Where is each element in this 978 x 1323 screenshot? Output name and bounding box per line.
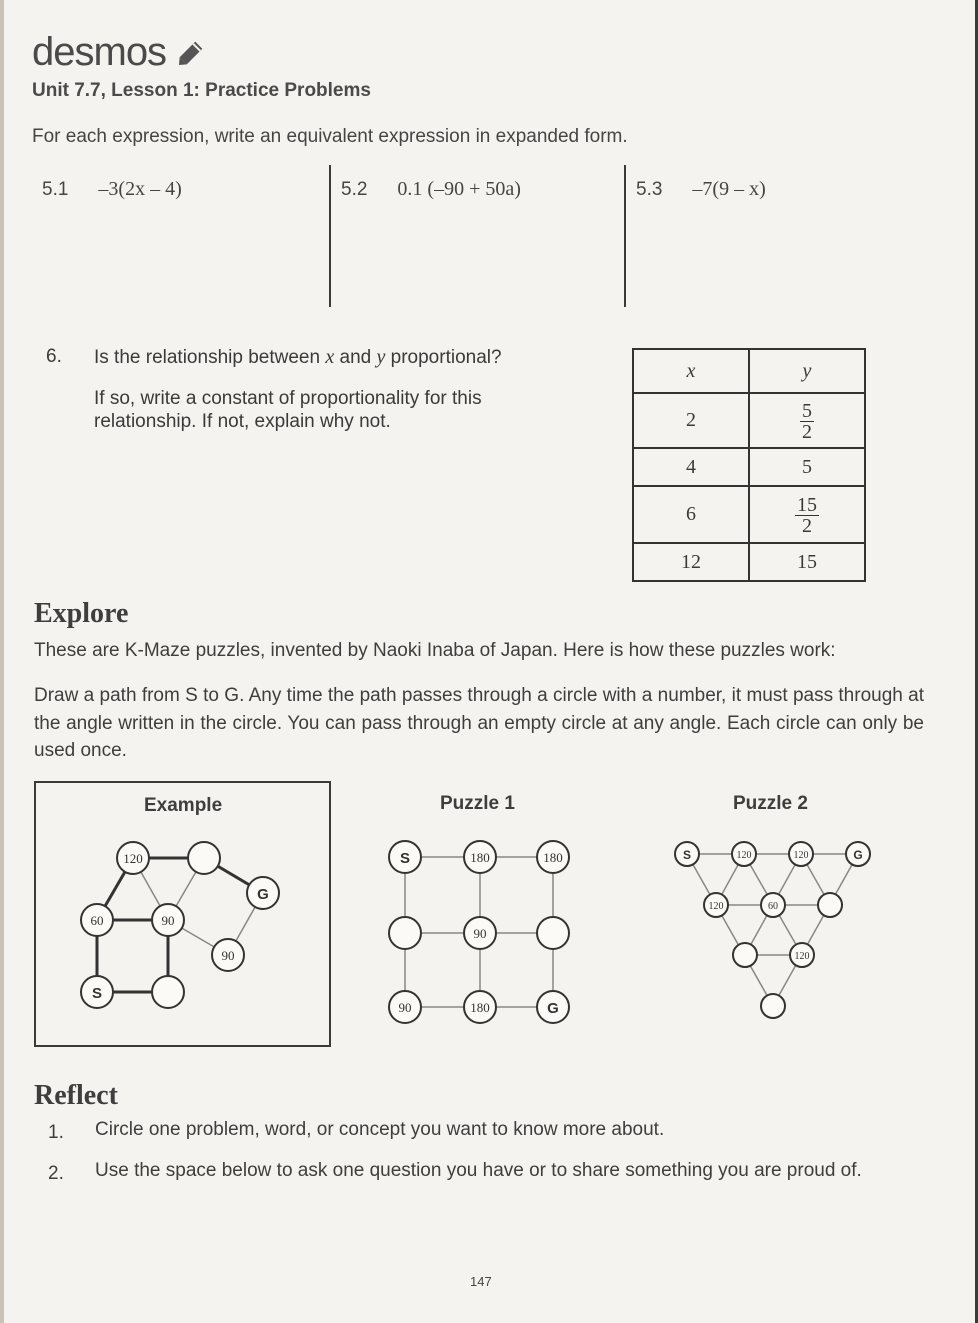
reflect-item-number: 1. [48,1122,64,1143]
node-label: S [91,985,103,1002]
example-title: Example [144,795,223,816]
node-label: 120 [708,901,724,912]
problem-number: 5.1 [42,179,69,200]
reflect-item-number: 2. [48,1163,64,1184]
q6-text: proportional? [390,347,502,368]
page-number: 147 [470,1274,492,1289]
maze-node [733,943,757,967]
puzzle-2-title: Puzzle 2 [733,793,808,814]
node-label: 180 [470,1000,490,1015]
lesson-subtitle: Unit 7.7, Lesson 1: Practice Problems [32,80,371,101]
puzzle-1-title: Puzzle 1 [440,793,515,814]
q6-text: and [339,347,372,368]
node-label: 90 [221,948,235,963]
table-cell-x: 6 [633,486,749,543]
node-label: 180 [543,850,563,865]
variable-y: y [376,346,386,368]
node-label: G [547,1000,559,1017]
fraction-denominator: 2 [802,514,812,537]
problem-expression: –7(9 – x) [692,178,766,200]
variable-x: x [325,346,335,368]
brand-text: desmos [32,30,167,74]
explore-heading: Explore [34,598,129,629]
node-label: 120 [123,851,143,866]
reflect-item-text: Circle one problem, word, or concept you want to know more about. [95,1119,665,1140]
reflect-item-text: Use the space below to ask one question you have or to share something you are proud of. [95,1160,862,1181]
table-header-x: x [633,349,749,393]
maze-node [761,994,785,1018]
node-label: S [399,850,411,867]
q6-text: Is the relationship between [94,347,321,368]
problem-number: 5.3 [636,179,663,200]
table-cell-x: 12 [633,543,749,581]
node-label: 90 [161,913,175,928]
q6-followup: If so, write a constant of proportionality for this relationship. If not, explain why not. [94,388,482,432]
table-cell-x: 2 [633,393,749,448]
problem-number: 5.2 [341,179,368,200]
node-label: 60 [90,913,104,928]
problem-expression: 0.1 (–90 + 50a) [397,178,521,200]
table-header-y: y [749,349,865,393]
node-label: 60 [768,901,778,912]
node-label: G [257,886,269,903]
reflect-heading: Reflect [34,1080,118,1111]
maze-node [818,893,842,917]
node-label: 180 [470,850,490,865]
node-label: S [682,848,692,862]
node-label: 90 [398,1000,412,1015]
node-label: 120 [794,951,810,962]
fraction-numerator: 5 [802,399,812,422]
node-label: 120 [793,850,809,861]
table-cell-y: 15 [749,543,865,581]
problem-expression: –3(2x – 4) [98,178,182,200]
node-label: 90 [473,926,487,941]
table-cell-x: 4 [633,448,749,486]
table-cell-y: 5 [749,448,865,486]
q5-instruction: For each expression, write an equivalent expression in expanded form. [32,126,628,147]
fraction-numerator: 15 [797,493,817,516]
explore-intro: These are K-Maze puzzles, invented by Naoki Inaba of Japan. Here is how these puzzles work: [34,640,836,661]
node-label: 120 [736,850,752,861]
explore-rules: Draw a path from S to G. Any time the path passes through a circle with a number, it must pass through at the angle written in the circle. You can pass through an empty circle at any angle. Each circle can only be used once. [34,685,924,761]
node-label: G [853,848,863,862]
q6-number: 6. [46,346,62,367]
fraction-denominator: 2 [802,420,812,443]
